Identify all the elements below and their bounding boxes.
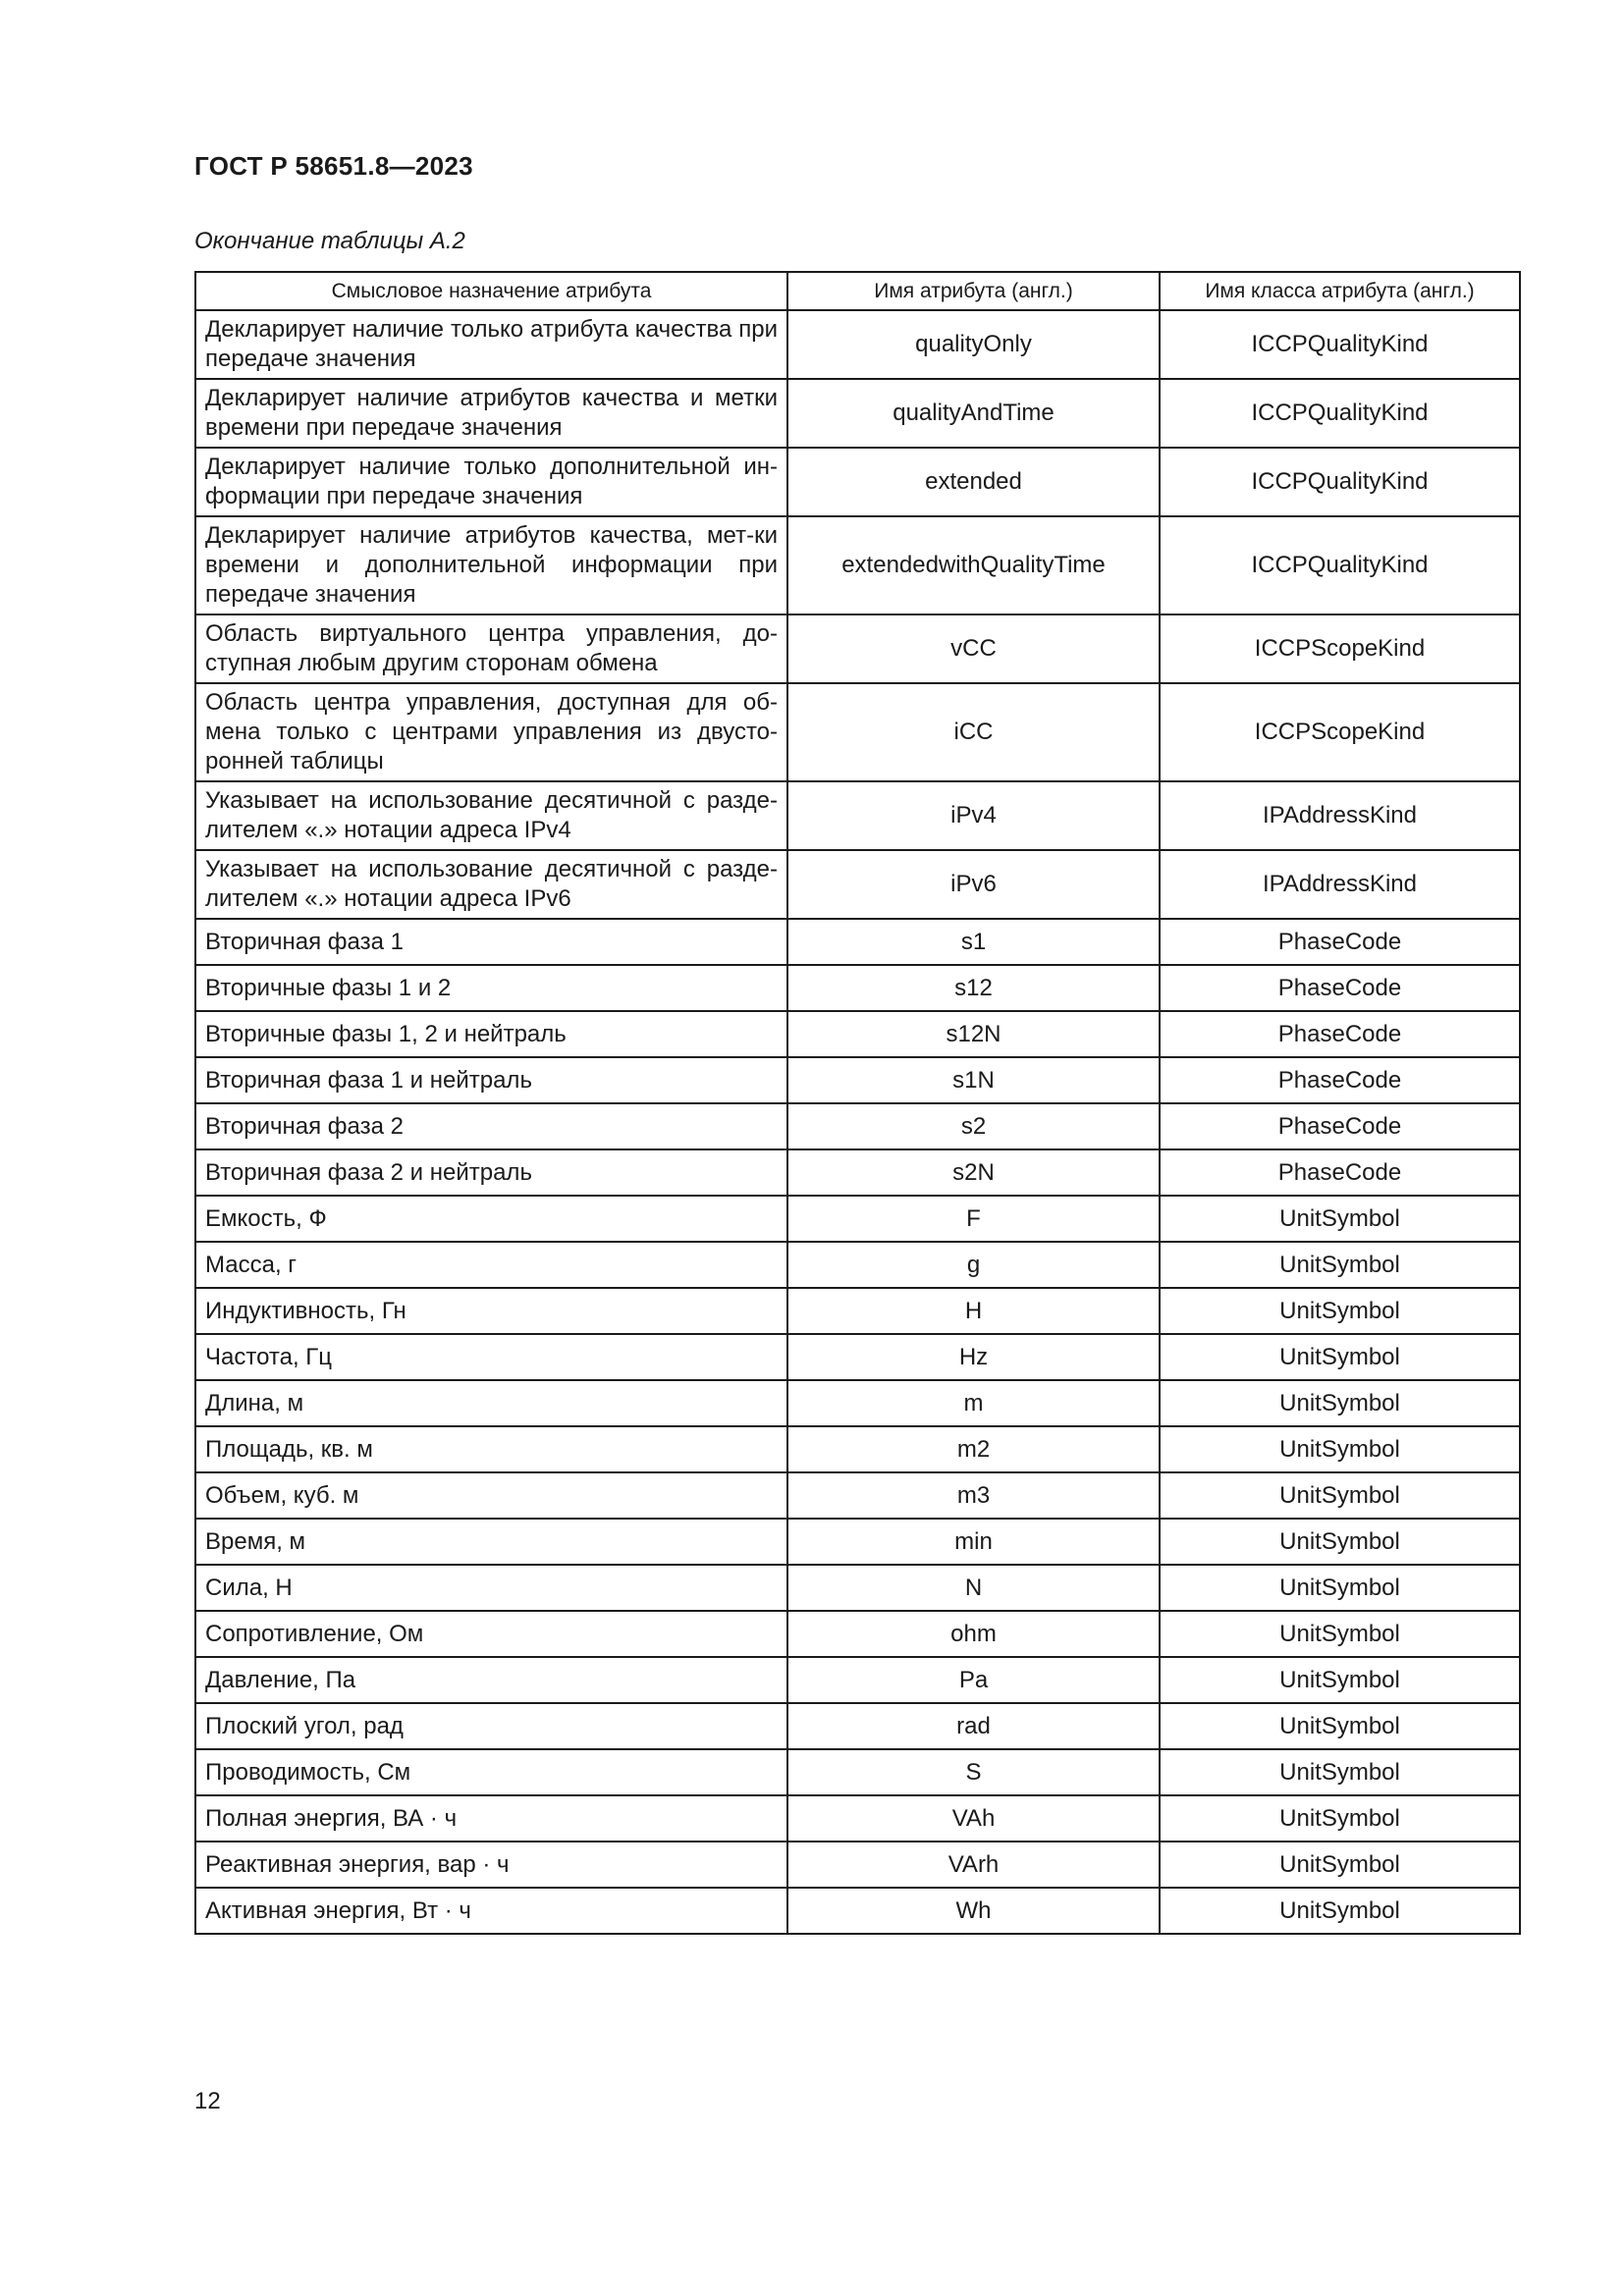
cell-attribute-name: Wh bbox=[787, 1888, 1160, 1934]
cell-attribute-name: Pa bbox=[787, 1657, 1160, 1703]
cell-attribute-class: UnitSymbol bbox=[1160, 1565, 1520, 1611]
column-header-attribute-class: Имя класса атрибута (англ.) bbox=[1160, 272, 1520, 310]
table-row bbox=[195, 379, 1520, 448]
cell-attribute-class: UnitSymbol bbox=[1160, 1334, 1520, 1380]
cell-attribute-class: UnitSymbol bbox=[1160, 1242, 1520, 1288]
cell-attribute-class: UnitSymbol bbox=[1160, 1611, 1520, 1657]
cell-attribute-name: ohm bbox=[787, 1611, 1160, 1657]
cell-attribute-class: UnitSymbol bbox=[1160, 1472, 1520, 1519]
cell-meaning: Длина, м bbox=[195, 1380, 787, 1426]
cell-attribute-name: H bbox=[787, 1288, 1160, 1334]
cell-meaning: Активная энергия, Вт · ч bbox=[195, 1888, 787, 1934]
table-row bbox=[195, 1565, 1520, 1611]
table-row bbox=[195, 1149, 1520, 1196]
cell-attribute-class: UnitSymbol bbox=[1160, 1519, 1520, 1565]
cell-meaning: Время, м bbox=[195, 1519, 787, 1565]
cell-attribute-class: UnitSymbol bbox=[1160, 1795, 1520, 1842]
table-row bbox=[195, 1057, 1520, 1103]
cell-meaning: Сила, Н bbox=[195, 1565, 787, 1611]
cell-attribute-class: PhaseCode bbox=[1160, 919, 1520, 965]
cell-attribute-class: UnitSymbol bbox=[1160, 1426, 1520, 1472]
table-body bbox=[195, 310, 1520, 1934]
cell-meaning: Масса, г bbox=[195, 1242, 787, 1288]
table-row bbox=[195, 1519, 1520, 1565]
cell-attribute-class: IPAddressKind bbox=[1160, 781, 1520, 850]
cell-attribute-class: ICCPQualityKind bbox=[1160, 379, 1520, 448]
cell-meaning: Указывает на использование десятичной с разде-лителем «.» нотации адреса IPv4 bbox=[195, 781, 787, 850]
document-number: ГОСТ Р 58651.8—2023 bbox=[194, 151, 473, 181]
table-row bbox=[195, 1657, 1520, 1703]
cell-meaning: Декларирует наличие только атрибута качества при передаче значения bbox=[195, 310, 787, 379]
cell-meaning: Проводимость, См bbox=[195, 1749, 787, 1795]
table-row bbox=[195, 781, 1520, 850]
cell-attribute-name: s1N bbox=[787, 1057, 1160, 1103]
table-row bbox=[195, 1011, 1520, 1057]
table-row bbox=[195, 850, 1520, 919]
cell-attribute-class: PhaseCode bbox=[1160, 1011, 1520, 1057]
cell-attribute-class: UnitSymbol bbox=[1160, 1703, 1520, 1749]
cell-meaning: Вторичная фаза 2 и нейтраль bbox=[195, 1149, 787, 1196]
table-row bbox=[195, 1842, 1520, 1888]
cell-attribute-class: ICCPQualityKind bbox=[1160, 516, 1520, 614]
cell-meaning: Вторичная фаза 1 и нейтраль bbox=[195, 1057, 787, 1103]
cell-meaning: Декларирует наличие атрибутов качества и метки времени при передаче значения bbox=[195, 379, 787, 448]
cell-attribute-class: UnitSymbol bbox=[1160, 1657, 1520, 1703]
table-row bbox=[195, 1472, 1520, 1519]
table-row bbox=[195, 1288, 1520, 1334]
table-row bbox=[195, 1749, 1520, 1795]
table-header bbox=[195, 272, 1520, 310]
cell-attribute-name: Hz bbox=[787, 1334, 1160, 1380]
table-row bbox=[195, 1103, 1520, 1149]
cell-attribute-class: UnitSymbol bbox=[1160, 1888, 1520, 1934]
cell-meaning: Вторичные фазы 1, 2 и нейтраль bbox=[195, 1011, 787, 1057]
cell-meaning: Частота, Гц bbox=[195, 1334, 787, 1380]
cell-meaning: Плоский угол, рад bbox=[195, 1703, 787, 1749]
cell-attribute-name: vCC bbox=[787, 614, 1160, 683]
table-row bbox=[195, 310, 1520, 379]
cell-attribute-name: m2 bbox=[787, 1426, 1160, 1472]
table-row bbox=[195, 614, 1520, 683]
table-row bbox=[195, 1334, 1520, 1380]
cell-attribute-name: VArh bbox=[787, 1842, 1160, 1888]
cell-attribute-name: F bbox=[787, 1196, 1160, 1242]
cell-attribute-name: m3 bbox=[787, 1472, 1160, 1519]
table-row bbox=[195, 1703, 1520, 1749]
cell-attribute-name: s12N bbox=[787, 1011, 1160, 1057]
cell-attribute-name: VAh bbox=[787, 1795, 1160, 1842]
cell-meaning: Объем, куб. м bbox=[195, 1472, 787, 1519]
cell-attribute-name: iPv4 bbox=[787, 781, 1160, 850]
cell-meaning: Декларирует наличие атрибутов качества, мет-ки времени и дополнительной информации при передаче значения bbox=[195, 516, 787, 614]
cell-attribute-name: s2N bbox=[787, 1149, 1160, 1196]
cell-attribute-name: qualityAndTime bbox=[787, 379, 1160, 448]
cell-attribute-name: extended bbox=[787, 448, 1160, 516]
table-row bbox=[195, 448, 1520, 516]
cell-attribute-class: UnitSymbol bbox=[1160, 1842, 1520, 1888]
cell-meaning: Полная энергия, ВА · ч bbox=[195, 1795, 787, 1842]
cell-attribute-class: PhaseCode bbox=[1160, 1149, 1520, 1196]
column-header-meaning: Смысловое назначение атрибута bbox=[195, 272, 787, 310]
cell-attribute-name: m bbox=[787, 1380, 1160, 1426]
table-row bbox=[195, 1611, 1520, 1657]
cell-meaning: Вторичная фаза 1 bbox=[195, 919, 787, 965]
cell-attribute-name: rad bbox=[787, 1703, 1160, 1749]
table-row bbox=[195, 965, 1520, 1011]
table-caption: Окончание таблицы А.2 bbox=[194, 228, 465, 254]
cell-meaning: Область центра управления, доступная для об-мена только с центрами управления из двусто-ронней таблицы bbox=[195, 683, 787, 781]
cell-attribute-class: UnitSymbol bbox=[1160, 1196, 1520, 1242]
cell-attribute-name: N bbox=[787, 1565, 1160, 1611]
cell-meaning: Сопротивление, Ом bbox=[195, 1611, 787, 1657]
column-header-attribute-name: Имя атрибута (англ.) bbox=[787, 272, 1160, 310]
cell-attribute-class: IPAddressKind bbox=[1160, 850, 1520, 919]
attribute-table bbox=[194, 271, 1521, 1935]
cell-attribute-class: ICCPScopeKind bbox=[1160, 614, 1520, 683]
cell-attribute-name: min bbox=[787, 1519, 1160, 1565]
cell-attribute-class: ICCPQualityKind bbox=[1160, 448, 1520, 516]
cell-meaning: Вторичная фаза 2 bbox=[195, 1103, 787, 1149]
cell-attribute-name: s2 bbox=[787, 1103, 1160, 1149]
cell-attribute-name: iPv6 bbox=[787, 850, 1160, 919]
cell-attribute-name: g bbox=[787, 1242, 1160, 1288]
table-row bbox=[195, 1196, 1520, 1242]
table-row bbox=[195, 1380, 1520, 1426]
table-header-row bbox=[195, 272, 1520, 310]
cell-meaning: Площадь, кв. м bbox=[195, 1426, 787, 1472]
cell-meaning: Вторичные фазы 1 и 2 bbox=[195, 965, 787, 1011]
cell-meaning: Реактивная энергия, вар · ч bbox=[195, 1842, 787, 1888]
table-row bbox=[195, 1242, 1520, 1288]
cell-attribute-name: s12 bbox=[787, 965, 1160, 1011]
cell-attribute-class: PhaseCode bbox=[1160, 1103, 1520, 1149]
cell-meaning: Индуктивность, Гн bbox=[195, 1288, 787, 1334]
cell-attribute-class: ICCPScopeKind bbox=[1160, 683, 1520, 781]
table-row bbox=[195, 1426, 1520, 1472]
cell-attribute-class: UnitSymbol bbox=[1160, 1380, 1520, 1426]
table-row bbox=[195, 919, 1520, 965]
cell-meaning: Область виртуального центра управления, до-ступная любым другим сторонам обмена bbox=[195, 614, 787, 683]
table-row bbox=[195, 1888, 1520, 1934]
cell-meaning: Емкость, Ф bbox=[195, 1196, 787, 1242]
table-row bbox=[195, 516, 1520, 614]
cell-meaning: Давление, Па bbox=[195, 1657, 787, 1703]
cell-attribute-name: qualityOnly bbox=[787, 310, 1160, 379]
table-row bbox=[195, 683, 1520, 781]
cell-attribute-class: PhaseCode bbox=[1160, 1057, 1520, 1103]
cell-attribute-name: S bbox=[787, 1749, 1160, 1795]
cell-meaning: Указывает на использование десятичной с разде-лителем «.» нотации адреса IPv6 bbox=[195, 850, 787, 919]
cell-attribute-class: ICCPQualityKind bbox=[1160, 310, 1520, 379]
cell-attribute-class: PhaseCode bbox=[1160, 965, 1520, 1011]
cell-attribute-name: s1 bbox=[787, 919, 1160, 965]
cell-attribute-class: UnitSymbol bbox=[1160, 1288, 1520, 1334]
cell-attribute-name: extendedwithQualityTime bbox=[787, 516, 1160, 614]
page-number: 12 bbox=[194, 2088, 221, 2114]
cell-attribute-class: UnitSymbol bbox=[1160, 1749, 1520, 1795]
cell-meaning: Декларирует наличие только дополнительной ин-формации при передаче значения bbox=[195, 448, 787, 516]
table-row bbox=[195, 1795, 1520, 1842]
cell-attribute-name: iCC bbox=[787, 683, 1160, 781]
